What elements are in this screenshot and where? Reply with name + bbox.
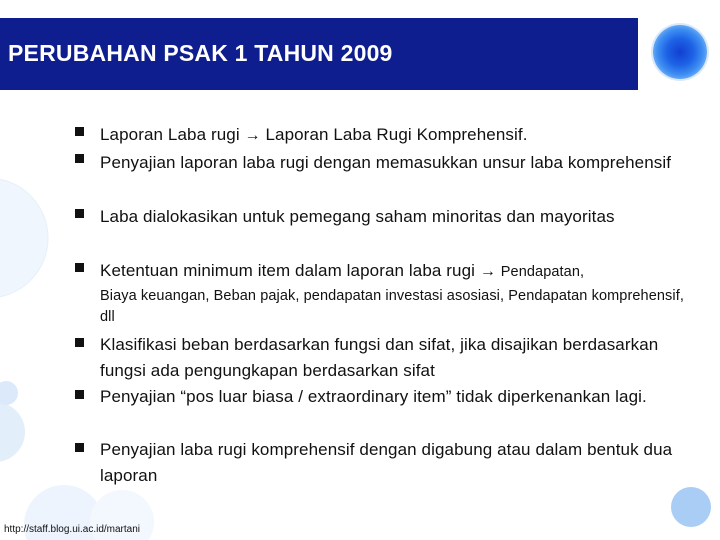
bullet-square-icon <box>75 338 84 347</box>
bullet-square-icon <box>75 263 84 272</box>
bullet-square-icon <box>75 390 84 399</box>
bullet-text-after: Laporan Laba Rugi Komprehensif. <box>265 125 528 144</box>
bullet-text: Penyajian “pos luar biasa / extraordinary item” tidak diperkenankan lagi. <box>100 387 647 406</box>
bullet-text <box>100 122 690 149</box>
bullet-text: Klasifikasi beban berdasarkan fungsi dan sifat, jika disajikan berdasarkan fungsi ada pengungkapan berdasarkan sifat <box>100 335 659 380</box>
bullet-text: Penyajian laba rugi komprehensif dengan digabung atau dalam bentuk dua laporan <box>100 440 673 485</box>
bullet-square-icon <box>75 443 84 452</box>
bullet-square-icon <box>75 127 84 136</box>
footer-url: http://staff.blog.ui.ac.id/martani <box>4 524 141 535</box>
bullet-text-before: Laporan Laba rugi <box>100 125 240 144</box>
bullet-text-after: Pendapatan, <box>500 264 585 280</box>
arrow-right-icon: → <box>479 263 496 280</box>
arrow-right-icon: → <box>244 127 261 144</box>
slide-title: PERUBAHAN PSAK 1 TAHUN 2009 <box>8 40 393 66</box>
bullet-text <box>100 258 690 328</box>
bullet-text-before: Ketentuan minimum item dalam laporan laba rugi <box>100 261 476 280</box>
bullet-continuation: Biaya keuangan, Beban pajak, pendapatan investasi asosiasi, Pendapatan komprehensif, dll <box>100 288 684 325</box>
bullet-square-icon <box>75 209 84 218</box>
bullet-text: Penyajian laporan laba rugi dengan memasukkan unsur laba komprehensif <box>100 153 672 172</box>
bullet-square-icon <box>75 154 84 163</box>
bullet-text: Laba dialokasikan untuk pemegang saham minoritas dan mayoritas <box>100 207 615 226</box>
